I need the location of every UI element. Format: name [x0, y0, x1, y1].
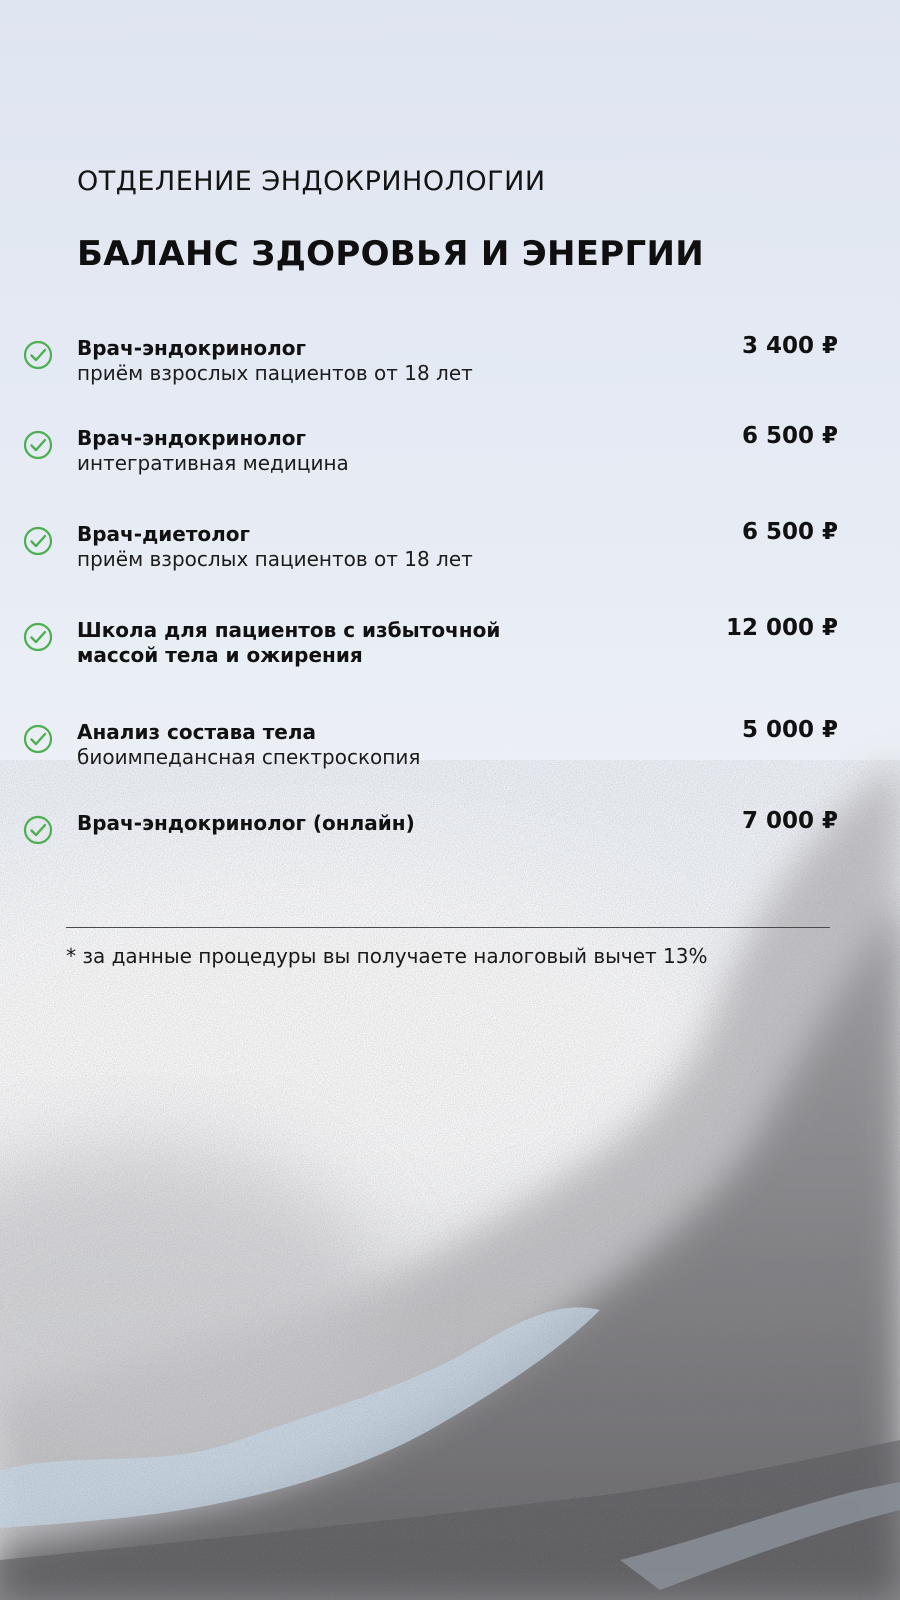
service-item: [0, 519, 900, 592]
service-price: 5 000 ₽: [741, 717, 838, 743]
service-texts: [77, 426, 677, 476]
service-subtitle: биоимпедансная спектроскопия: [77, 745, 421, 769]
program-headline: БАЛАНС ЗДОРОВЬЯ И ЭНЕРГИИ: [77, 234, 704, 274]
service-title: Врач-эндокринолог (онлайн): [77, 811, 415, 835]
check-circle-icon: [23, 724, 53, 754]
service-title-continued: массой тела и ожирения: [77, 643, 363, 667]
check-circle-icon: [23, 815, 53, 845]
service-subtitle: приём взрослых пациентов от 18 лет: [77, 361, 473, 385]
service-item: [0, 808, 900, 881]
service-item: [0, 615, 900, 688]
service-price: 6 500 ₽: [741, 423, 838, 449]
service-item: [0, 333, 900, 406]
service-texts: [77, 720, 677, 770]
service-price: 6 500 ₽: [741, 519, 838, 545]
service-texts: [77, 811, 677, 836]
check-circle-icon: [23, 622, 53, 652]
service-subtitle: приём взрослых пациентов от 18 лет: [77, 547, 473, 571]
service-title: Врач-эндокринолог: [77, 336, 306, 360]
service-texts: [77, 336, 677, 386]
service-item: [0, 717, 900, 790]
service-texts: [77, 618, 677, 668]
service-title: Врач-эндокринолог: [77, 426, 306, 450]
service-subtitle: интегративная медицина: [77, 451, 349, 475]
check-circle-icon: [23, 526, 53, 556]
tax-deduction-footnote: * за данные процедуры вы получаете налоговый вычет 13%: [66, 944, 708, 968]
check-circle-icon: [23, 430, 53, 460]
service-title: Врач-диетолог: [77, 522, 250, 546]
service-price: 12 000 ₽: [725, 615, 838, 641]
service-texts: [77, 522, 677, 572]
service-item: [0, 423, 900, 496]
service-price: 3 400 ₽: [741, 333, 838, 359]
department-title: ОТДЕЛЕНИЕ ЭНДОКРИНОЛОГИИ: [77, 166, 546, 197]
service-title: Школа для пациентов с избыточной: [77, 618, 501, 642]
divider-line: [66, 927, 830, 928]
service-title: Анализ состава тела: [77, 720, 316, 744]
service-price: 7 000 ₽: [741, 808, 838, 834]
check-circle-icon: [23, 340, 53, 370]
